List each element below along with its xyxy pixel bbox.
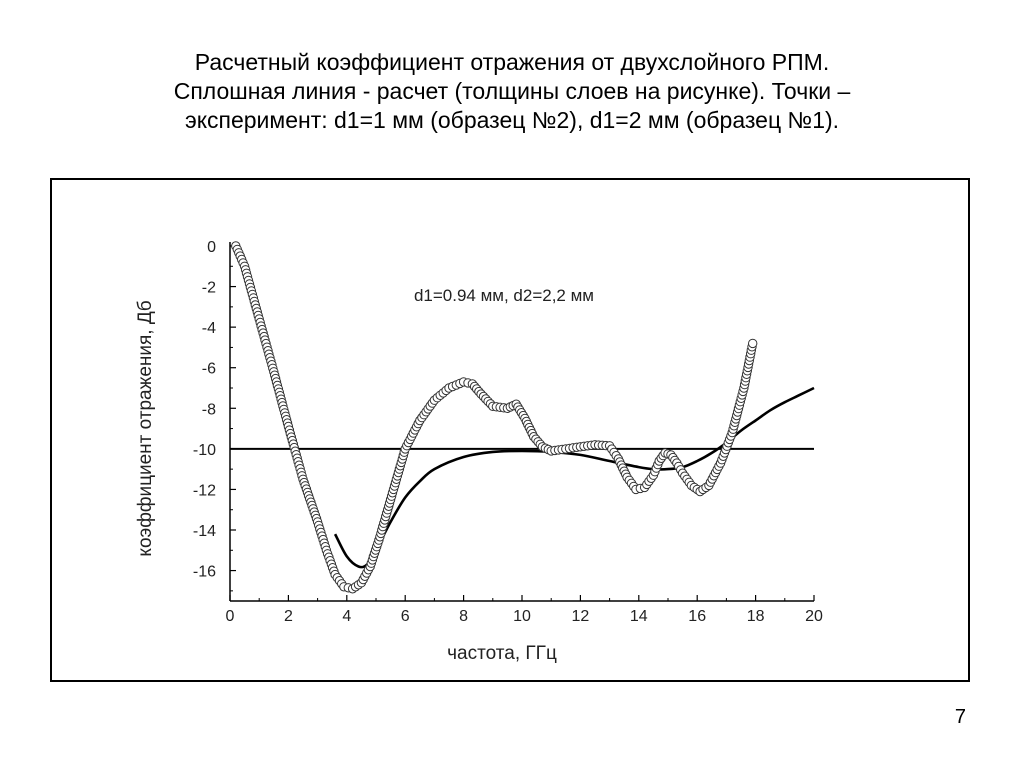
- x-tick-label: 8: [459, 608, 469, 625]
- y-tick-label: -6: [201, 360, 216, 378]
- y-tick-label: 0: [207, 239, 216, 256]
- y-tick-label: -10: [192, 441, 216, 459]
- y-tick-label: -2: [201, 279, 216, 297]
- x-tick-label: 16: [688, 608, 707, 625]
- slide-title-line-2: Сплошная линия - расчет (толщины слоев на рисунке). Точки –: [173, 78, 851, 104]
- x-tick-label: 4: [342, 608, 352, 625]
- x-tick-label: 0: [225, 608, 235, 625]
- x-axis-label: частота, ГГц: [447, 643, 557, 664]
- slide-title: [40, 48, 984, 135]
- y-tick-label: -14: [192, 523, 216, 540]
- page-number: 7: [954, 706, 966, 728]
- y-axis-label: коэффициент отражения, Дб: [135, 300, 156, 557]
- slide-title-line-1: Расчетный коэффициент отражения от двухслойного РПМ.: [194, 49, 830, 75]
- y-tick-label: -16: [192, 563, 216, 581]
- x-tick-label: 18: [746, 608, 765, 625]
- y-tick-label: -12: [192, 482, 216, 500]
- slide-title-line-3: эксперимент: d1=1 мм (образец №2), d1=2 мм (образец №1).: [184, 107, 840, 133]
- experimental-point: [749, 339, 757, 347]
- chart-annotation: d1=0.94 мм, d2=2,2 мм: [413, 285, 595, 305]
- reflection-chart: [50, 178, 970, 682]
- x-tick-label: 12: [571, 608, 590, 625]
- x-tick-label: 10: [513, 608, 531, 625]
- x-tick-label: 20: [805, 608, 823, 625]
- x-tick-label: 2: [283, 608, 293, 625]
- x-tick-label: 6: [400, 608, 410, 625]
- calculated-curve: [335, 388, 814, 567]
- x-tick-label: 14: [629, 608, 648, 625]
- y-tick-label: -8: [201, 401, 216, 419]
- y-tick-label: -4: [201, 320, 216, 338]
